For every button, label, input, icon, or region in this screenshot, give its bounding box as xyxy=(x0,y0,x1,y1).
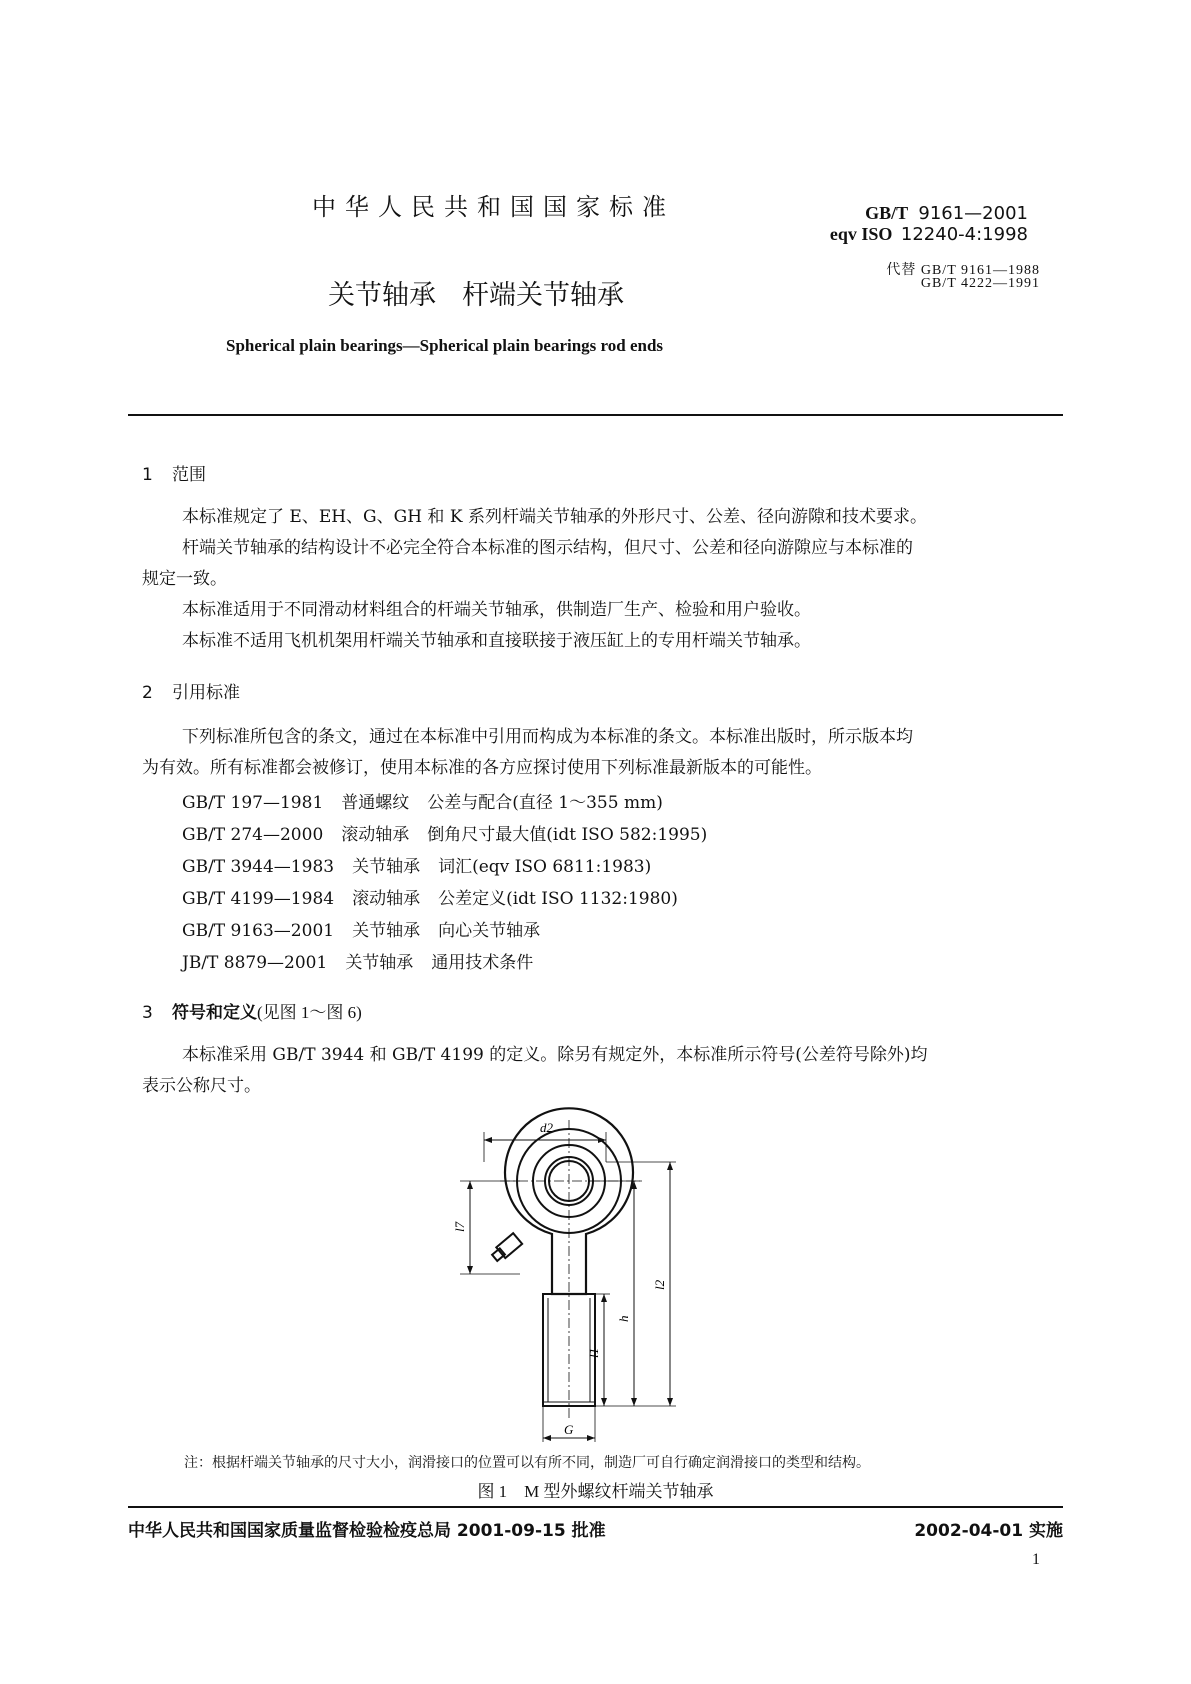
ref-item: JB/T 8879—2001 关节轴承 通用技术条件 xyxy=(182,953,534,973)
section-2-heading: 2 引用标准 xyxy=(142,683,240,703)
section-1-title: 范围 xyxy=(172,465,206,485)
eqv-number: 12240-4:1998 xyxy=(900,224,1028,245)
replaces-line-2: GB/T 4222—1991 xyxy=(920,276,1040,291)
s1-para-4: 本标准不适用飞机机架用杆端关节轴承和直接联接于液压缸上的专用杆端关节轴承。 xyxy=(182,631,811,651)
footer-divider xyxy=(128,1506,1063,1508)
title-cn-part2: 杆端关节轴承 xyxy=(462,280,624,311)
dimension-lines xyxy=(460,1132,676,1442)
section-3-title: 符号和定义 xyxy=(172,1003,257,1023)
section-2-title: 引用标准 xyxy=(172,683,240,703)
standard-code xyxy=(0,203,1028,224)
grease-nipple xyxy=(490,1233,522,1263)
rod-end-body xyxy=(490,1108,633,1406)
label-G: G xyxy=(564,1422,574,1437)
page-number: 1 xyxy=(1032,1551,1040,1568)
effective-date: 2002-04-01 实施 xyxy=(914,1521,1063,1541)
standard-code-prefix: GB/T xyxy=(865,203,908,223)
s1-para-1: 本标准规定了 E、EH、G、GH 和 K 系列杆端关节轴承的外形尺寸、公差、径向游隙和技术要求。 xyxy=(182,507,927,527)
figure-1-rod-end-drawing xyxy=(440,1100,770,1450)
title-cn-part1: 关节轴承 xyxy=(328,280,436,311)
s3-para-1: 本标准采用 GB/T 3944 和 GB/T 4199 的定义。除另有规定外，本标准所示符号(公差符号除外)均 xyxy=(182,1045,928,1065)
label-d2: d2 xyxy=(540,1120,553,1135)
national-standard-title: 中华人民共和国国家标准 xyxy=(312,193,675,221)
header-divider xyxy=(128,414,1063,416)
ref-item: GB/T 4199—1984 滚动轴承 公差定义(idt ISO 1132:1980) xyxy=(182,889,678,909)
ref-item: GB/T 274—2000 滚动轴承 倒角尺寸最大值(idt ISO 582:1995) xyxy=(182,825,708,845)
standard-code-number: 9161—2001 xyxy=(918,203,1028,224)
s1-para-2-cont: 规定一致。 xyxy=(142,569,227,589)
s2-para-1: 下列标准所包含的条文，通过在本标准中引用而构成为本标准的条文。本标准出版时，所示版本均 xyxy=(182,727,913,747)
issuer-approval: 中华人民共和国国家质量监督检验检疫总局 2001-09-15 批准 xyxy=(128,1521,606,1541)
equivalent-standard xyxy=(0,224,1028,245)
s1-para-3: 本标准适用于不同滑动材料组合的杆端关节轴承，供制造厂生产、检验和用户验收。 xyxy=(182,600,811,620)
s3-para-1-cont: 表示公称尺寸。 xyxy=(142,1076,261,1096)
figure-note: 注：根据杆端关节轴承的尺寸大小，润滑接口的位置可以有所不同，制造厂可自行确定润滑接口的类型和结构。 xyxy=(184,1456,870,1471)
document-title-cn xyxy=(328,273,624,312)
ref-item: GB/T 3944—1983 关节轴承 词汇(eqv ISO 6811:1983) xyxy=(182,857,652,877)
replaces-line-1: 代替 GB/T 9161—1988 xyxy=(886,263,1040,278)
document-title-en: Spherical plain bearings—Spherical plain bearings rod ends xyxy=(226,336,664,355)
eqv-prefix: eqv ISO xyxy=(829,224,893,244)
ref-item: GB/T 9163—2001 关节轴承 向心关节轴承 xyxy=(182,921,541,941)
label-l1: l1 xyxy=(586,1347,601,1358)
ref-item: GB/T 197—1981 普通螺纹 公差与配合(直径 1～355 mm) xyxy=(182,793,663,813)
section-3-title-suffix: (见图 1～图 6) xyxy=(257,1003,362,1022)
section-3-heading: 3 符号和定义(见图 1～图 6) xyxy=(142,1003,362,1023)
s2-para-1-cont: 为有效。所有标准都会被修订，使用本标准的各方应探讨使用下列标准最新版本的可能性。 xyxy=(142,758,822,778)
section-1-heading: 1 范围 xyxy=(142,465,206,485)
label-h: h xyxy=(616,1315,631,1322)
label-l2: l2 xyxy=(652,1279,667,1290)
label-l7: l7 xyxy=(452,1221,467,1232)
s1-para-2: 杆端关节轴承的结构设计不必完全符合本标准的图示结构，但尺寸、公差和径向游隙应与本标准的 xyxy=(182,538,913,558)
figure-caption: 图 1 M 型外螺纹杆端关节轴承 xyxy=(477,1482,714,1501)
